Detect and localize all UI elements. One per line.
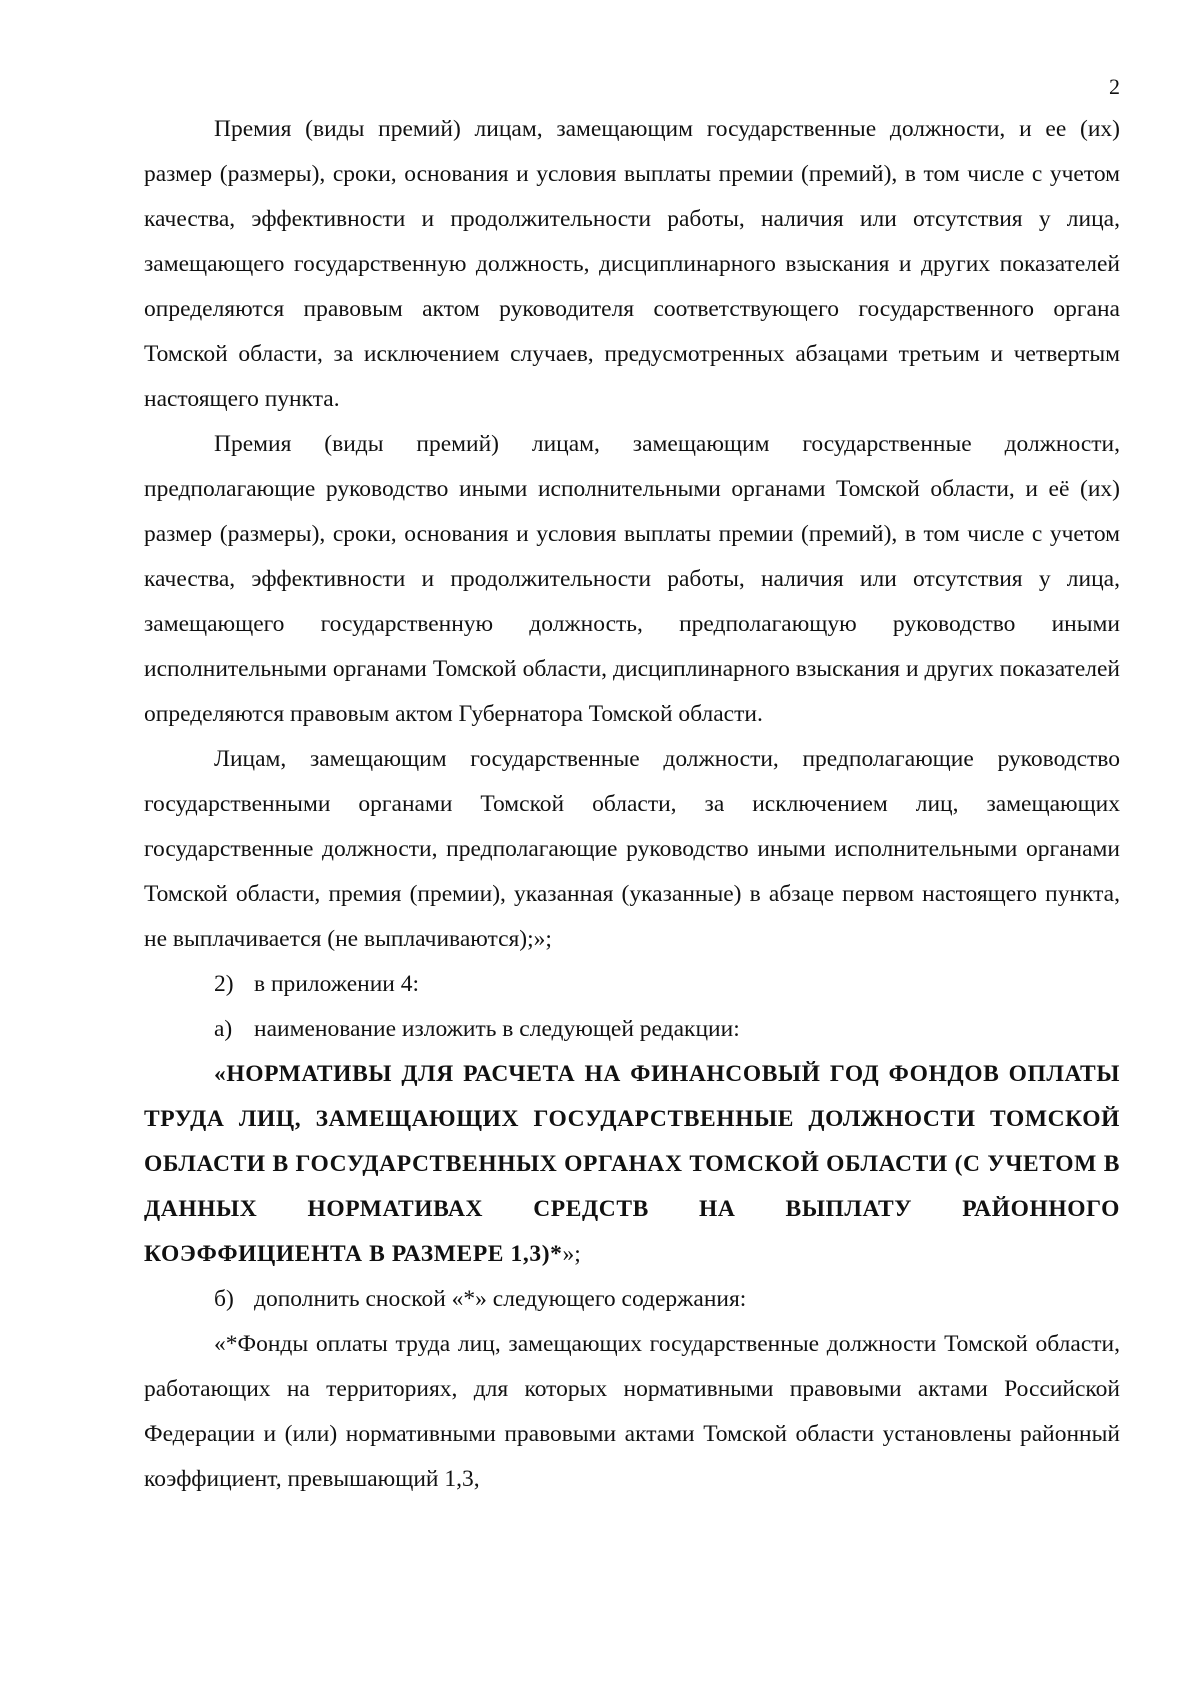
list-marker: 2) <box>214 971 234 997</box>
new-title-open-quote: « <box>214 1061 227 1087</box>
list-marker: б) <box>214 1286 234 1312</box>
list-item-2 <box>144 962 1120 1007</box>
new-title-closing: »; <box>562 1241 581 1267</box>
paragraph-bonus-exclusion: Лицам, замещающим государственные должности, предполагающие руководство государственными органами Томской области, за исключением лиц, замещающих государственные должности, предполагающие руководство иными исполнительными органами Томской области, премия (премии), указанная (указанные) в абзаце первом настоящего пункта, не выплачивается (не выплачиваются);»; <box>144 746 1120 952</box>
list-item-text: в приложении 4: <box>254 971 420 997</box>
list-item-a <box>144 1007 1120 1052</box>
paragraph-bonus-governor: Премия (виды премий) лицам, замещающим государственные должности, предполагающие руководство иными исполнительными органами Томской области, и её (их) размер (размеры), сроки, основания и условия выплаты премии (премий), в том числе с учетом качества, эффективности и продолжительности работы, наличия или отсутствия у лица, замещающего государственную должность, предполагающую руководство иными исполнительными органами Томской области, дисциплинарного взыскания и других показателей определяются правовым актом Губернатора Томской области. <box>144 431 1120 727</box>
list-item-b <box>144 1277 1120 1322</box>
list-item-text: дополнить сноской «*» следующего содержания: <box>254 1286 747 1312</box>
list-item-text: наименование изложить в следующей редакции: <box>254 1016 740 1042</box>
new-title-block <box>144 1052 1120 1277</box>
document-body <box>144 107 1120 1502</box>
list-marker: а) <box>214 1016 233 1042</box>
paragraph-bonus-general: Премия (виды премий) лицам, замещающим государственные должности, и ее (их) размер (размеры), сроки, основания и условия выплаты премии (премий), в том числе с учетом качества, эффективности и продолжительности работы, наличия или отсутствия у лица, замещающего государственную должность, дисциплинарного взыскания и других показателей определяются правовым актом руководителя соответствующего государственного органа Томской области, за исключением случаев, предусмотренных абзацами третьим и четвертым настоящего пункта. <box>144 116 1120 412</box>
page-number: 2 <box>1109 74 1120 99</box>
footnote-paragraph: «*Фонды оплаты труда лиц, замещающих государственные должности Томской области, работающих на территориях, для которых нормативными правовыми актами Российской Федерации и (или) нормативными правовыми актами Томской области установлены районный коэффициент, превышающий 1,3, <box>144 1331 1120 1492</box>
new-title-text: НОРМАТИВЫ ДЛЯ РАСЧЕТА НА ФИНАНСОВЫЙ ГОД ФОНДОВ ОПЛАТЫ ТРУДА ЛИЦ, ЗАМЕЩАЮЩИХ ГОСУДАРСТВЕННЫЕ ДОЛЖНОСТИ ТОМСКОЙ ОБЛАСТИ В ГОСУДАРСТВЕННЫХ ОРГАНАХ ТОМСКОЙ ОБЛАСТИ (С УЧЕТОМ В ДАННЫХ НОРМАТИВАХ СРЕДСТВ НА ВЫПЛАТУ РАЙОННОГО КОЭФФИЦИЕНТА В РАЗМЕРЕ 1,3)* <box>144 1061 1120 1267</box>
